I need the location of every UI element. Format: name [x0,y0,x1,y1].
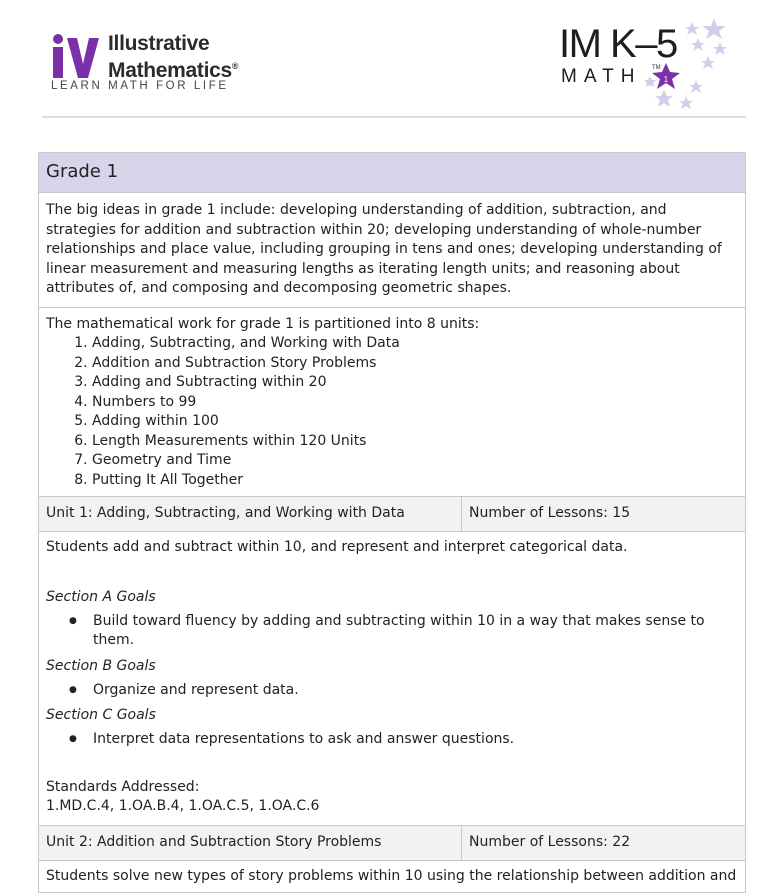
units-intro-text: The mathematical work for grade 1 is partitioned into 8 units: [46,315,480,332]
units-list-item: 2. Addition and Subtraction Story Problems [92,354,738,374]
units-section [39,308,745,498]
k5-math: MATH [561,66,642,87]
units-list-item: 1. Adding, Subtracting, and Working with Data [92,334,738,354]
units-list-item: 5. Adding within 100 [92,412,738,432]
unit-2-header-row [39,826,745,861]
registered-mark: ® [231,61,239,71]
section-b-goals-title: Section B Goals [46,657,156,674]
units-list-item: 4. Numbers to 99 [92,393,738,413]
grade-overview-text: The big ideas in grade 1 include: developing understanding of addition, subtraction, and strategies for addition and subtraction within 20; developing understanding of whole-number relationships and place value, including grouping in tens and ones; developing understanding of linear measurement and measuring lengths as iterating length units; and reasoning about attributes of, and composing and decomposing geometric shapes. [39,193,745,308]
im-logo-line1: Illustrative [108,32,210,55]
unit-1-description: Students add and subtract within 10, and represent and interpret categorical data. [46,539,628,555]
im-logo-wordmark [108,32,238,82]
section-a-goals-list [46,612,738,651]
im-k5-math-logo [556,16,736,112]
units-list [46,334,738,490]
im-tagline: LEARN MATH FOR LIFE [51,80,229,92]
im-monogram-icon [50,34,104,78]
unit-1-header-row [39,497,745,532]
im-logo-line2: Mathematics [108,59,232,82]
header-divider [42,116,746,118]
unit-2-description: Students solve new types of story problems within 10 using the relationship between addition and [46,867,737,884]
grade-title: Grade 1 [39,153,745,193]
unit-1-details [39,532,745,826]
standards-label: Standards Addressed: [46,778,200,795]
page-header [0,0,780,118]
units-list-item: 3. Adding and Subtracting within 20 [92,373,738,393]
units-list-item: 6. Length Measurements within 120 Units [92,432,738,452]
units-list-item: 8. Putting It All Together [92,471,738,491]
standards-list: 1.MD.C.4, 1.OA.B.4, 1.OA.C.5, 1.OA.C.6 [46,798,320,814]
units-list-item: 7. Geometry and Time [92,451,738,471]
section-a-goals-title: Section A Goals [46,588,156,605]
k5-title: IM K–5 [559,22,677,66]
section-c-goals-list [46,730,738,750]
grade-badge-number: 1 [663,75,669,84]
unit-1-name: Unit 1: Adding, Subtracting, and Working with Data [39,497,462,531]
section-b-goals-list [46,681,738,701]
grade-overview-table [38,152,746,893]
goal-item: ● Interpret data representations to ask and answer questions. [93,730,738,750]
standards-addressed [46,778,738,817]
trademark-mark: TM [652,65,661,71]
unit-2-lesson-count: Number of Lessons: 22 [469,833,631,850]
section-c-goals-title: Section C Goals [46,707,156,723]
goal-item: ● Build toward fluency by adding and subtracting within 10 in a way that makes sense to them. [93,612,738,651]
unit-2-name: Unit 2: Addition and Subtraction Story Problems [39,826,462,860]
illustrative-mathematics-logo [50,30,310,100]
unit-1-lesson-count: Number of Lessons: 15 [469,505,631,521]
goal-item: ● Organize and represent data. [93,681,738,701]
